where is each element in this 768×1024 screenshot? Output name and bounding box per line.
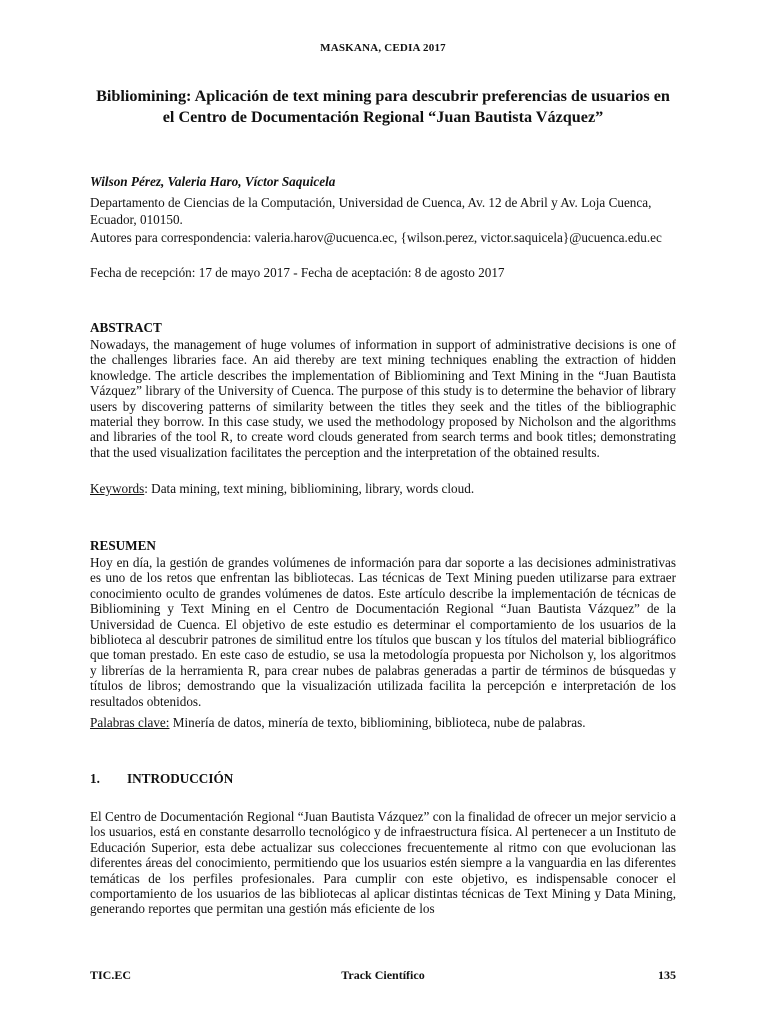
paper-title: Bibliomining: Aplicación de text mining para descubrir preferencias de usuarios en el Centro de Documentación Regional “Juan Bautista Vázquez” (96, 87, 670, 126)
footer-track: Track Científico (341, 968, 425, 982)
footer-journal: TIC.EC (90, 968, 132, 982)
abstract-heading: ABSTRACT (90, 320, 162, 335)
keywords-list: : Data mining, text mining, bibliomining, library, words cloud. (144, 481, 475, 496)
page-number: 135 (658, 968, 676, 982)
palabras-clave-label: Palabras clave: (90, 715, 170, 730)
introduction-text: El Centro de Documentación Regional “Juan Bautista Vázquez” con la finalidad de ofrecer un mejor servicio a los usuarios, está en constante desarrollo tecnológico y de infraestructura física. Al pertenecer a un Instituto de Educación Superior, esta debe actualizar sus colecciones frecuentemente al ritmo con que evolucionan las diferentes áreas del conocimiento, permitiendo que los usuarios estén siempre a la vanguardia en las diferentes temáticas de los perfiles profesionales. Para cumplir con este objetivo, es indispensable conocer el comportamiento de los usuarios de las bibliotecas al aplicar distintas técnicas de Text Mining y Data Mining, generando reportes que permitan una gestión más eficiente de los (90, 809, 676, 917)
resumen-heading: RESUMEN (90, 538, 156, 553)
abstract-text: Nowadays, the management of huge volumes of information in support of administrative decisions is one of the challenges libraries face. An aid thereby are text mining techniques enabling the extraction of hidden knowledge. The article describes the implementation of Bibliomining and Text Mining in the “Juan Bautista Vázquez” library of the University of Cuenca. The purpose of this study is to determine the behavior of library users by discovering patterns of similarity between the titles they seek and the titles of the bibliographic material they borrow. In this case study, we used the methodology proposed by Nicholson and the algorithms and libraries of the tool R, to create word clouds generated from search terms and book titles; demonstrating that the used visualization facilitates the perception and the interpretation of the obtained results. (90, 337, 676, 460)
submission-dates: Fecha de recepción: 17 de mayo 2017 - Fecha de aceptación: 8 de agosto 2017 (90, 265, 505, 280)
affiliation: Departamento de Ciencias de la Computación, Universidad de Cuenca, Av. 12 de Abril y Av. Loja Cuenca, Ecuador, 010150. (90, 195, 652, 227)
section-number: 1. (90, 771, 100, 786)
running-head: MASKANA, CEDIA 2017 (320, 42, 446, 54)
correspondence: Autores para correspondencia: valeria.harov@ucuenca.ec, {wilson.perez, victor.saquicela}@ucuenca.edu.ec (90, 230, 662, 245)
section-heading (90, 771, 233, 787)
abstract-keywords (90, 481, 676, 497)
author-list: Wilson Pérez, Valeria Haro, Víctor Saquicela (90, 174, 336, 189)
section-title: INTRODUCCIÓN (127, 771, 234, 786)
keywords-label: Keywords (90, 481, 145, 496)
resumen-keywords (90, 715, 676, 731)
palabras-clave-list: Minería de datos, minería de texto, bibliomining, biblioteca, nube de palabras. (169, 715, 586, 730)
resumen-text: Hoy en día, la gestión de grandes volúmenes de información para dar soporte a las decisiones administrativas es uno de los retos que enfrentan las bibliotecas. Las técnicas de Text Mining pueden utilizarse para extraer conocimiento oculto de grandes volúmenes de datos. Este artículo describe la implementación de técnicas de Bibliomining y Text Mining en el Centro de Documentación Regional “Juan Bautista Vázquez” de la Universidad de Cuenca. El objetivo de este estudio es determinar el comportamiento de los usuarios de la biblioteca al descubrir patrones de similitud entre los títulos que buscan y los títulos del material bibliográfico que toman prestado. En este caso de estudio, se usa la metodología propuesta por Nicholson y, los algoritmos y librerías de la herramienta R, para crear nubes de palabras generadas a partir de términos de búsquedas y títulos de libros; demostrando que la visualización utilizada facilita la percepción e interpretación de los resultados obtenidos. (90, 555, 676, 709)
